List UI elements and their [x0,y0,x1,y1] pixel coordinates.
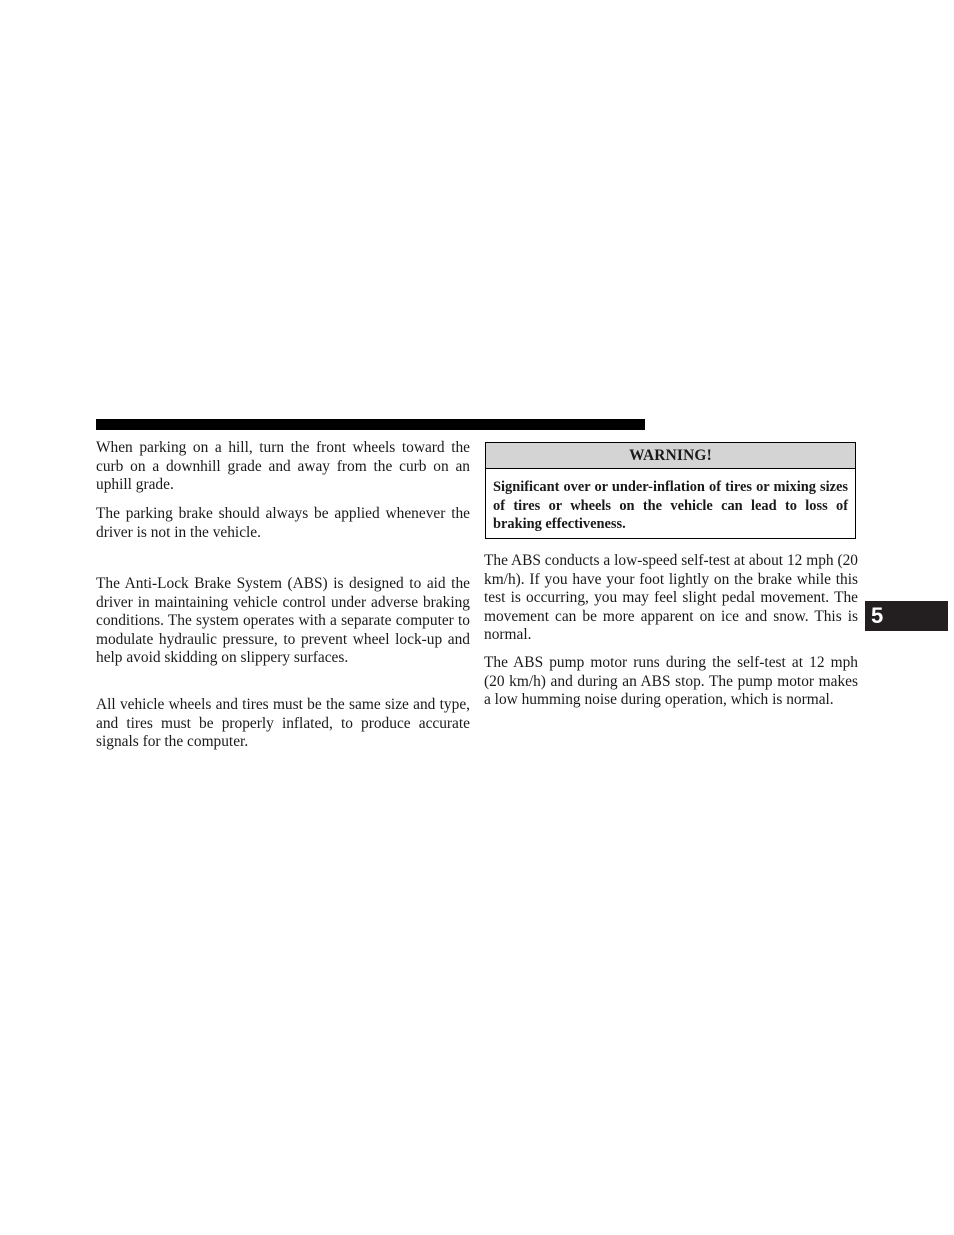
warning-box [485,442,856,539]
warning-body: Significant over or under-inflation of tires or mixing sizes of tires or wheels on the vehicle can lead to loss of braking effectiveness. [493,479,848,533]
parking-hill-paragraph: When parking on a hill, turn the front wheels toward the curb on a downhill grade and away from the curb on an uphill grade. [96,439,470,494]
chapter-number: 5 [871,603,884,628]
section-header-rule [96,419,645,430]
abs-pump-motor-paragraph: The ABS pump motor runs during the self-test at 12 mph (20 km/h) and during an ABS stop. The pump motor makes a low humming noise during operation, which is normal. [484,654,858,709]
warning-title: WARNING! [486,443,855,469]
wheels-tires-paragraph: All vehicle wheels and tires must be the same size and type, and tires must be properly inflated, to produce accurate signals for the computer. [96,696,470,751]
abs-self-test-paragraph: The ABS conducts a low-speed self-test at about 12 mph (20 km/h). If you have your foot lightly on the brake while this test is occurring, you may feel slight pedal movement. The movement can be more apparent on ice and snow. This is normal. [484,552,858,644]
abs-description-paragraph: The Anti-Lock Brake System (ABS) is designed to aid the driver in maintaining vehicle control under adverse braking conditions. The system operates with a separate computer to modulate hydraulic pressure, to prevent wheel lock-up and help avoid skidding on slippery surfaces. [96,575,470,667]
parking-brake-paragraph: The parking brake should always be applied whenever the driver is not in the vehicle. [96,505,470,541]
chapter-tab [865,601,948,631]
